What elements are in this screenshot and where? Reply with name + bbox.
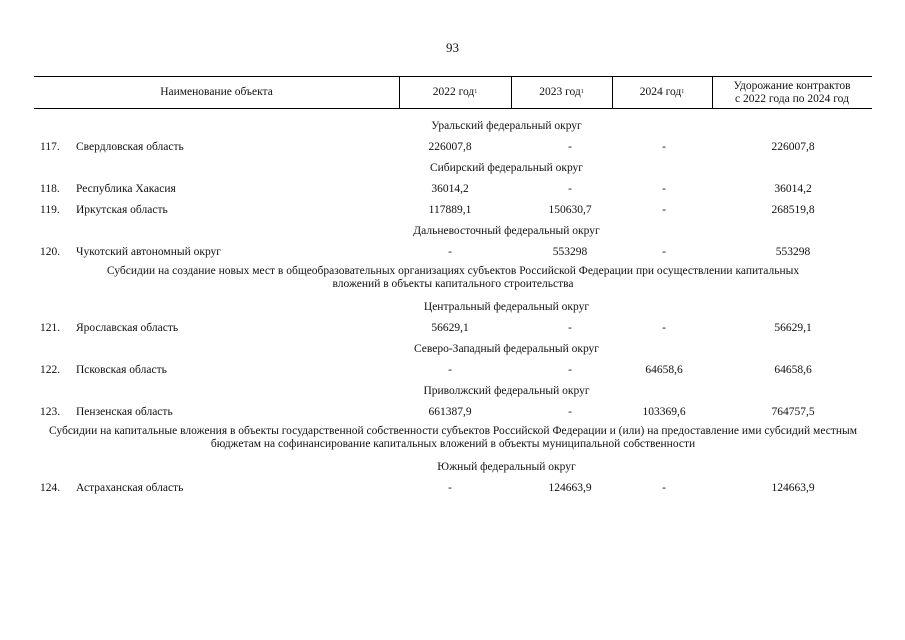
section-heading: Сибирский федеральный округ (429, 162, 584, 174)
row-2022: - (448, 364, 452, 376)
row-2023: - (568, 364, 572, 376)
table-body (34, 107, 872, 499)
header-2023-footnote: 1 (580, 89, 584, 95)
row-2022: 661387,9 (428, 406, 472, 418)
header-increase (712, 77, 872, 108)
row-name: Свердловская область (76, 141, 184, 153)
section-heading: Центральный федеральный округ (423, 301, 590, 313)
row-number: 119. (40, 204, 60, 216)
header-2023-label: 2023 год (539, 86, 581, 98)
row-2023: 150630,7 (548, 204, 592, 216)
section-heading: Дальневосточный федеральный округ (413, 225, 600, 237)
row-name: Ярославская область (76, 322, 179, 334)
table-row (34, 179, 872, 200)
row-2023: 553298 (552, 246, 588, 258)
table-header (34, 76, 872, 109)
row-2023: - (568, 322, 572, 334)
subsidy-heading: Субсидии на капитальные вложения в объекты государственной собственности субъектов Российской Федерации и (или) на предоставление ими субсидий местным бюджетам на софинансирование капитальных вложений в объекты муниципальной собственности (48, 425, 858, 450)
header-2022-footnote: 1 (474, 89, 478, 95)
row-2024: - (662, 183, 666, 195)
header-2024-label: 2024 год (639, 86, 682, 98)
header-name: Наименование объекта (160, 86, 273, 98)
row-2023: - (568, 183, 572, 195)
row-total: 64658,6 (774, 364, 812, 376)
row-2022: 226007,8 (428, 141, 472, 153)
section-heading: Южный федеральный округ (437, 461, 576, 473)
row-total: 124663,9 (771, 482, 815, 494)
table-row (34, 318, 872, 339)
header-2022 (399, 77, 511, 108)
row-number: 123. (40, 406, 61, 418)
row-name: Псковская область (76, 364, 167, 376)
row-name: Чукотский автономный округ (76, 246, 222, 258)
table-row (34, 402, 872, 423)
header-increase-line1: Удорожание контрактов (733, 79, 851, 92)
table-row (34, 137, 872, 158)
header-2023 (511, 77, 612, 108)
row-2022: 56629,1 (431, 322, 469, 334)
row-number: 121. (40, 322, 61, 334)
header-2022-label: 2022 год (432, 86, 475, 98)
row-total: 553298 (775, 246, 811, 258)
row-2024: - (662, 322, 666, 334)
section-heading: Приволжский федеральный округ (423, 385, 590, 397)
section-heading: Уральский федеральный округ (431, 120, 582, 132)
table-row (34, 478, 872, 499)
header-2024-footnote: 1 (681, 89, 685, 95)
row-total: 56629,1 (774, 322, 812, 334)
header-2024 (612, 77, 712, 108)
row-number: 118. (40, 183, 60, 195)
row-2024: - (662, 246, 666, 258)
row-2022: 117889,1 (428, 204, 472, 216)
row-2022: - (448, 246, 452, 258)
row-2022: 36014,2 (431, 183, 469, 195)
row-2023: - (568, 141, 572, 153)
page-number: 93 (446, 40, 459, 55)
row-2022: - (448, 482, 452, 494)
row-2023: - (568, 406, 572, 418)
row-number: 124. (40, 482, 61, 494)
row-name: Астраханская область (76, 482, 184, 494)
section-heading: Северо-Западный федеральный округ (413, 343, 600, 355)
row-number: 117. (40, 141, 60, 153)
row-total: 226007,8 (771, 141, 815, 153)
row-2024: - (662, 141, 666, 153)
row-total: 36014,2 (774, 183, 812, 195)
table-row (34, 200, 872, 221)
row-number: 122. (40, 364, 61, 376)
row-name: Иркутская область (76, 204, 168, 216)
row-2024: - (662, 204, 666, 216)
row-2024: 64658,6 (645, 364, 683, 376)
row-2024: - (662, 482, 666, 494)
row-2023: 124663,9 (548, 482, 592, 494)
header-increase-line2: с 2022 года по 2024 год (735, 92, 849, 105)
row-2024: 103369,6 (642, 406, 686, 418)
row-name: Республика Хакасия (76, 183, 176, 195)
table-row (34, 242, 872, 263)
row-number: 120. (40, 246, 61, 258)
table-row (34, 360, 872, 381)
row-name: Пензенская область (76, 406, 173, 418)
subsidy-heading: Субсидии на создание новых мест в общеобразовательных организациях субъектов Российской Федерации при осуществлении капитальных вложений в объекты капитального строительства (106, 265, 800, 290)
row-total: 268519,8 (771, 204, 815, 216)
row-total: 764757,5 (771, 406, 815, 418)
